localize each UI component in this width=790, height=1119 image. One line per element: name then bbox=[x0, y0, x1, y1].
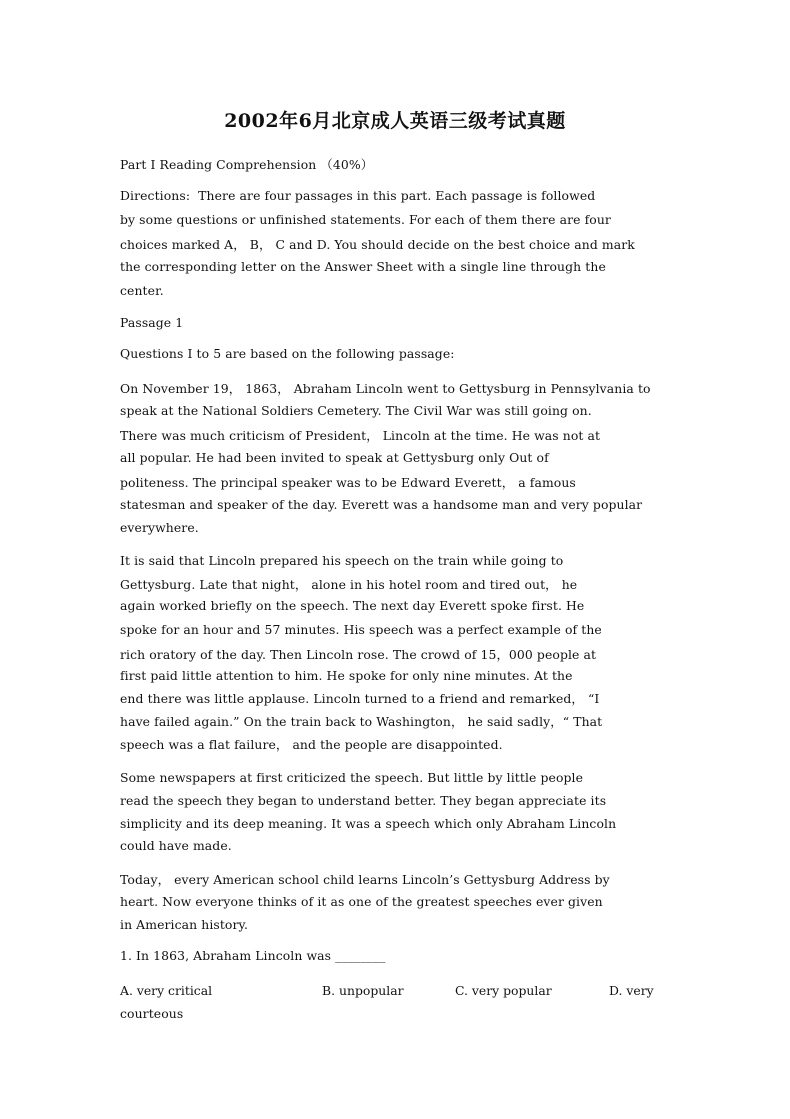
option-c: C. very popular bbox=[455, 983, 552, 998]
paragraph-line: end there was little applause. Lincoln turned to a friend and remarked， “I bbox=[120, 691, 600, 706]
paragraph-line: again worked briefly on the speech. The next day Everett spoke first. He bbox=[120, 598, 585, 613]
passage-label: Passage 1 bbox=[120, 315, 184, 330]
paragraph-line: On November 19， 1863， Abraham Lincoln went to Gettysburg in Pennsylvania to bbox=[120, 381, 651, 396]
directions-line: center. bbox=[120, 283, 164, 298]
option-d: D. very bbox=[609, 983, 654, 998]
paragraph-line: all popular. He had been invited to speak at Gettysburg only Out of bbox=[120, 450, 549, 465]
paragraph-line: rich oratory of the day. Then Lincoln rose. The crowd of 15，000 people at bbox=[120, 647, 597, 662]
part-heading: Part I Reading Comprehension （40%） bbox=[120, 157, 374, 172]
paragraph-line: Gettysburg. Late that night， alone in his hotel room and tired out， he bbox=[120, 577, 578, 592]
option-d-continued: courteous bbox=[120, 1006, 184, 1021]
paragraph-line: could have made. bbox=[120, 838, 232, 853]
directions-line: by some questions or unfinished statements. For each of them there are four bbox=[120, 212, 611, 227]
directions-line: the corresponding letter on the Answer Sheet with a single line through the bbox=[120, 259, 606, 274]
paragraph-line: first paid little attention to him. He spoke for only nine minutes. At the bbox=[120, 668, 573, 683]
paragraph-line: everywhere. bbox=[120, 520, 199, 535]
paragraph-line: Today， every American school child learns Lincoln’s Gettysburg Address by bbox=[120, 872, 610, 887]
paragraph-line: politeness. The principal speaker was to be Edward Everett， a famous bbox=[120, 475, 576, 490]
paragraph-line: heart. Now everyone thinks of it as one of the greatest speeches ever given bbox=[120, 894, 603, 909]
paragraph-line: spoke for an hour and 57 minutes. His speech was a perfect example of the bbox=[120, 622, 602, 637]
paragraph-line: in American history. bbox=[120, 917, 248, 932]
paragraph-line: Some newspapers at first criticized the speech. But little by little people bbox=[120, 770, 584, 785]
questions-intro: Questions I to 5 are based on the following passage: bbox=[120, 346, 455, 361]
directions-line: Directions: There are four passages in this part. Each passage is followed bbox=[120, 188, 596, 203]
paragraph-line: read the speech they began to understand better. They began appreciate its bbox=[120, 793, 607, 808]
question-1: 1. In 1863, Abraham Lincoln was ________ bbox=[120, 948, 386, 963]
directions-line: choices marked A， B， C and D. You should decide on the best choice and mark bbox=[120, 237, 635, 252]
paragraph-line: statesman and speaker of the day. Everett was a handsome man and very popular bbox=[120, 497, 643, 512]
paragraph-line: There was much criticism of President， Lincoln at the time. He was not at bbox=[120, 428, 601, 443]
option-b: B. unpopular bbox=[322, 983, 404, 998]
paragraph-line: simplicity and its deep meaning. It was a speech which only Abraham Lincoln bbox=[120, 816, 617, 831]
paragraph-line: speech was a flat failure， and the people are disappointed. bbox=[120, 737, 503, 752]
option-a: A. very critical bbox=[120, 983, 213, 998]
paragraph-line: have failed again.” On the train back to Washington， he said sadly，“ That bbox=[120, 714, 603, 729]
paragraph-line: speak at the National Soldiers Cemetery. The Civil War was still going on. bbox=[120, 403, 592, 418]
paragraph-line: It is said that Lincoln prepared his speech on the train while going to bbox=[120, 553, 564, 568]
page-title: 2002年6月北京成人英语三级考试真题 bbox=[224, 110, 566, 132]
